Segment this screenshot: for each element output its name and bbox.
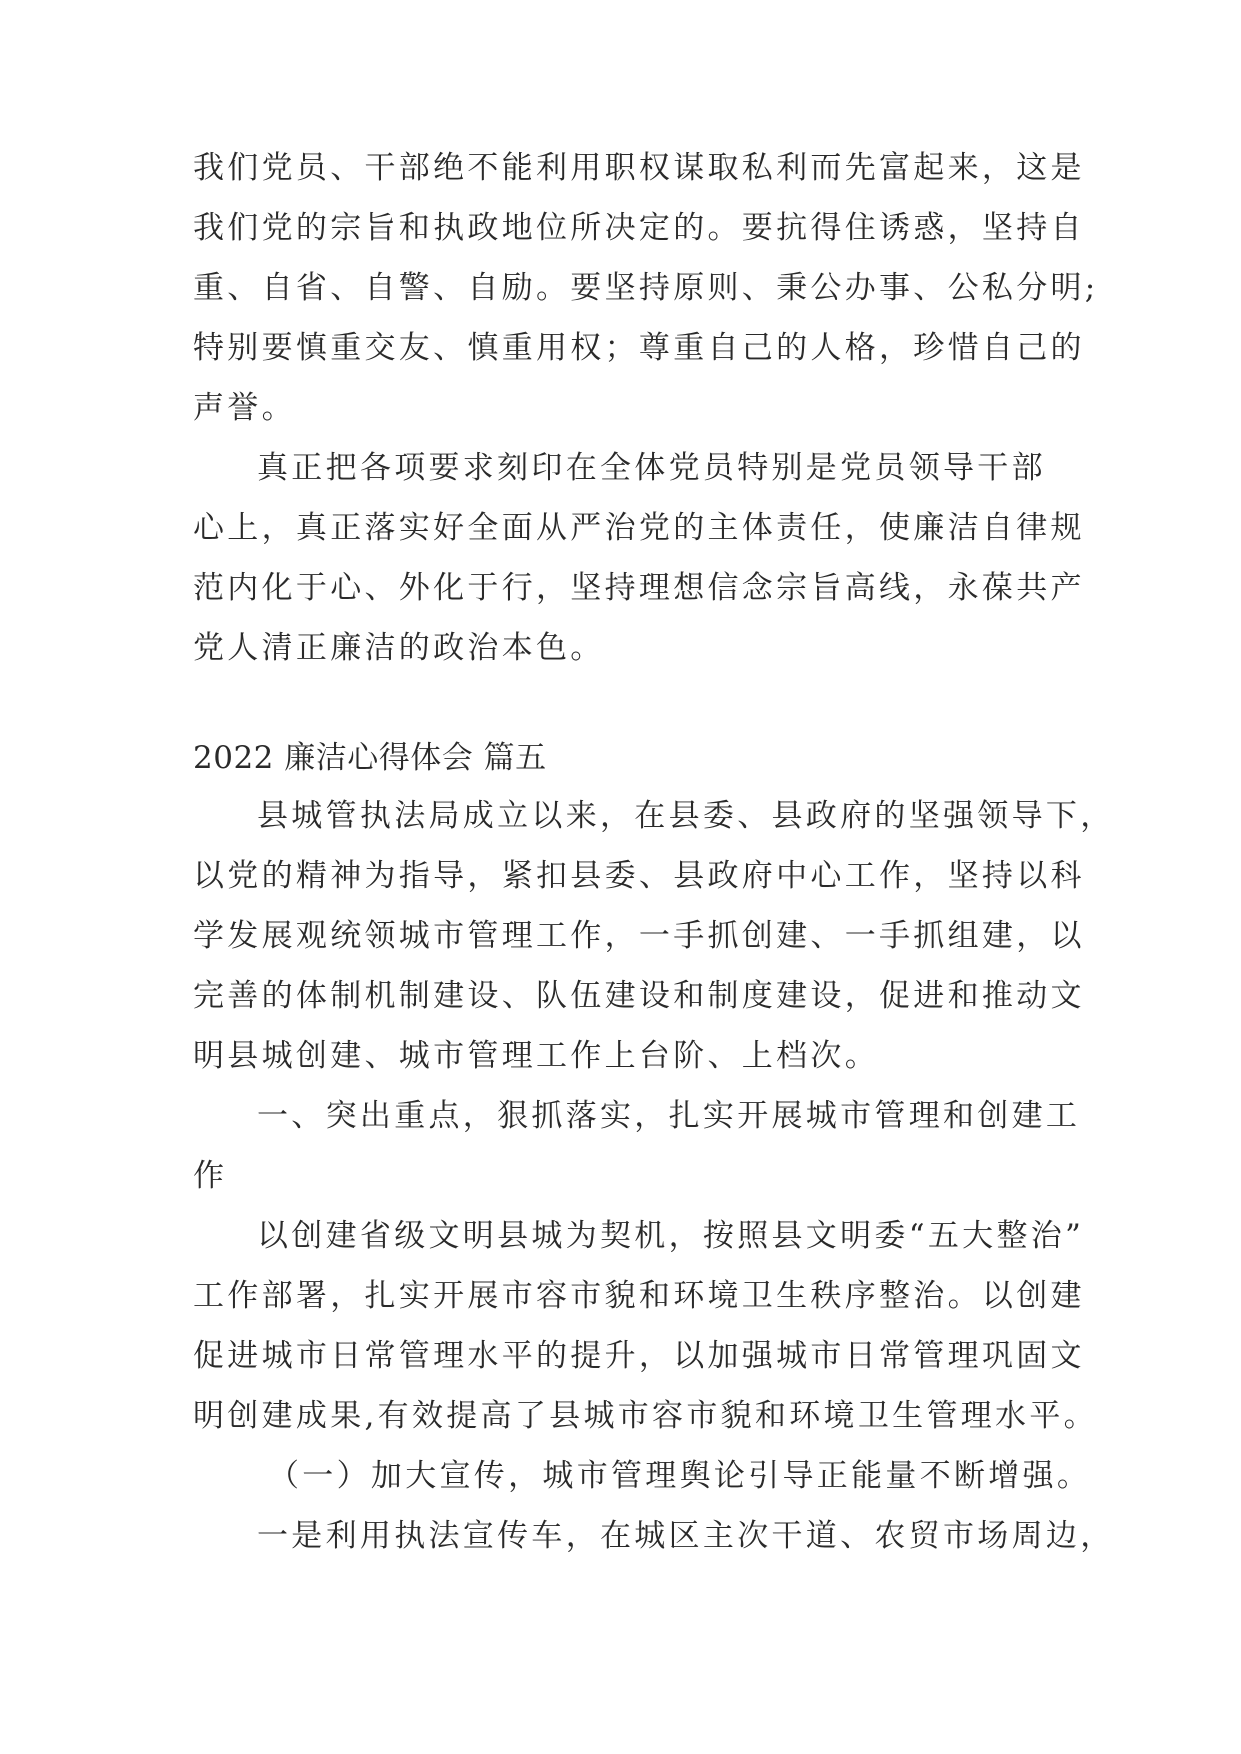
paragraph-line: 促进城市日常管理水平的提升，以加强城市日常管理巩固文 — [193, 1338, 1085, 1374]
paragraph-line: 真正把各项要求刻印在全体党员特别是党员领导干部 — [257, 450, 1046, 486]
paragraph-line: 县城管执法局成立以来，在县委、县政府的坚强领导下， — [257, 798, 1115, 834]
sub-item-heading: （一）加大宣传，城市管理舆论引导正能量不断增强。 — [268, 1458, 1092, 1494]
paragraph-line: 完善的体制机制建设、队伍建设和制度建设，促进和推动文 — [193, 978, 1085, 1014]
subsection-heading-continued: 作 — [193, 1158, 228, 1194]
paragraph-line: 范内化于心、外化于行，坚持理想信念宗旨高线，永葆共产 — [193, 570, 1085, 606]
paragraph-line: 一是利用执法宣传车，在城区主次干道、农贸市场周边， — [257, 1518, 1115, 1554]
paragraph-line: 工作部署，扎实开展市容市貌和环境卫生秩序整治。以创建 — [193, 1278, 1085, 1314]
subsection-heading: 一、突出重点，狠抓落实，扎实开展城市管理和创建工 — [257, 1098, 1081, 1134]
section-heading: 2022 廉洁心得体会 篇五 — [193, 740, 547, 776]
paragraph-line: 我们党的宗旨和执政地位所决定的。要抗得住诱惑，坚持自 — [193, 210, 1085, 246]
paragraph-line: 学发展观统领城市管理工作，一手抓创建、一手抓组建，以 — [193, 918, 1085, 954]
paragraph-line: 明县城创建、城市管理工作上台阶、上档次。 — [193, 1038, 879, 1074]
paragraph-line: 以党的精神为指导，紧扣县委、县政府中心工作，坚持以科 — [193, 858, 1085, 894]
paragraph-line: 以创建省级文明县城为契机，按照县文明委“五大整治” — [257, 1218, 1085, 1254]
paragraph-line: 声誉。 — [193, 390, 296, 426]
paragraph-line: 心上，真正落实好全面从严治党的主体责任，使廉洁自律规 — [193, 510, 1085, 546]
paragraph-line: 特别要慎重交友、慎重用权；尊重自己的人格，珍惜自己的 — [193, 330, 1085, 366]
paragraph-line: 我们党员、干部绝不能利用职权谋取私利而先富起来，这是 — [193, 150, 1085, 186]
paragraph-line: 重、自省、自警、自励。要坚持原则、秉公办事、公私分明; — [193, 270, 1099, 306]
paragraph-line: 党人清正廉洁的政治本色。 — [193, 630, 605, 666]
paragraph-line: 明创建成果,有效提高了县城市容市貌和环境卫生管理水平。 — [193, 1398, 1098, 1434]
